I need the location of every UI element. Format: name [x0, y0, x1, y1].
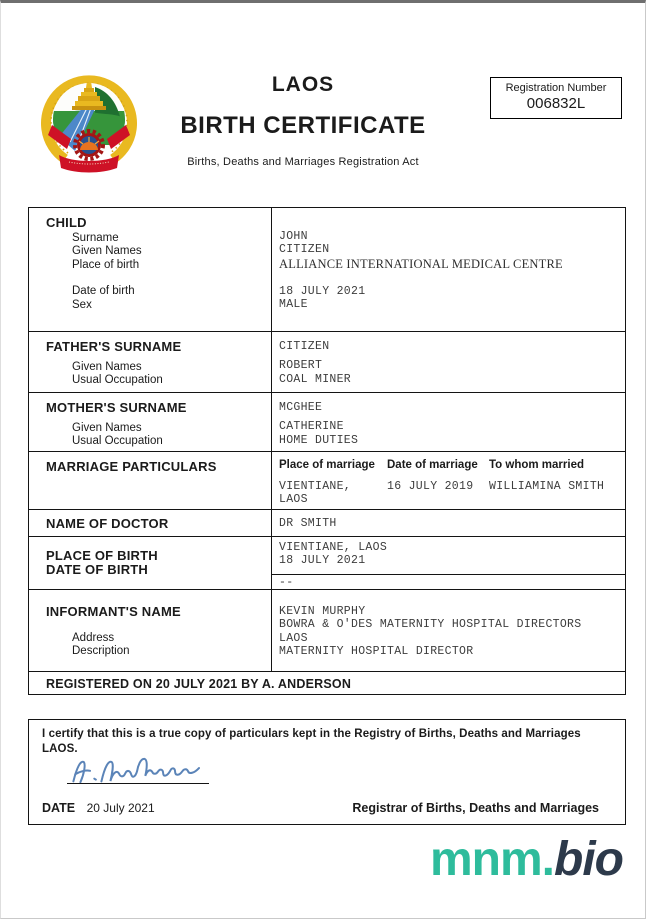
marriage-date-value: 16 JULY 2019: [387, 480, 474, 493]
child-place-of-birth-value: ALLIANCE INTERNATIONAL MEDICAL CENTRE: [279, 256, 563, 271]
country-title: LAOS: [271, 73, 335, 96]
marriage-date-label: Date of marriage: [387, 459, 478, 471]
brand-suffix: bio: [554, 833, 623, 886]
marriage-place-label: Place of marriage: [279, 459, 375, 471]
child-given-names-value: CITIZEN: [279, 243, 330, 257]
father-occupation-label: Usual Occupation: [72, 374, 163, 387]
marriage-section-title: MARRIAGE PARTICULARS: [46, 459, 217, 474]
doctor-name-value: DR SMITH: [279, 517, 337, 530]
mother-occupation-value: HOME DUTIES: [279, 433, 359, 447]
father-given-names-label: Given Names: [72, 361, 142, 373]
registrar-title: Registrar of Births, Deaths and Marriages: [352, 801, 599, 815]
certification-statement-line1: I certify that this is a true copy of particulars kept in the Registry of Births, Deaths and Marriages: [42, 728, 581, 740]
registration-number-box: [490, 77, 622, 119]
birth-place-value: VIENTIANE, LAOS: [279, 541, 388, 554]
mother-given-names-label: Given Names: [72, 422, 142, 434]
row-marriage: [29, 451, 625, 509]
certificate-title: BIRTH CERTIFICATE: [180, 112, 426, 139]
signature-underline: [67, 783, 209, 784]
cert-date-value: 20 July 2021: [86, 801, 155, 815]
child-given-names-label: Given Names: [72, 245, 142, 258]
child-date-of-birth-value: 18 JULY 2021: [279, 284, 366, 298]
informant-description-label: Description: [72, 645, 130, 658]
row-child: [29, 208, 625, 331]
doctor-section-title: NAME OF DOCTOR: [46, 516, 169, 531]
row-mother: [29, 392, 625, 451]
brand-watermark: [430, 832, 623, 887]
marriage-place-value: VIENTIANE, LAOS: [279, 480, 352, 507]
header-titles: [101, 73, 505, 168]
registration-number-label: Registration Number: [505, 82, 607, 94]
child-surname-label: Surname: [72, 232, 119, 244]
child-date-of-birth-label: Date of birth: [72, 285, 135, 298]
cert-date-label: DATE: [42, 801, 76, 815]
child-section-title: CHILD: [46, 215, 87, 230]
marriage-spouse-label: To whom married: [489, 459, 584, 471]
informant-section-title: INFORMANT'S NAME: [46, 604, 181, 619]
row-birth-details: [29, 536, 625, 589]
father-section-title: FATHER'S SURNAME: [46, 339, 182, 354]
child-sex-label: Sex: [72, 298, 92, 311]
mother-occupation-label: Usual Occupation: [72, 435, 163, 448]
row-informant: [29, 589, 625, 671]
father-occupation-value: COAL MINER: [279, 372, 352, 386]
certification-statement-line2: LAOS.: [42, 743, 78, 755]
father-surname-value: CITIZEN: [279, 340, 330, 353]
birth-date-value: 18 JULY 2021: [279, 554, 366, 568]
row-registered: REGISTERED ON 20 JULY 2021 BY A. ANDERSON: [29, 671, 625, 694]
row-doctor: [29, 509, 625, 536]
informant-address-value: LAOS: [279, 631, 308, 645]
informant-name-value: KEVIN MURPHY: [279, 605, 366, 618]
row-father: [29, 331, 625, 392]
mother-section-title: MOTHER'S SURNAME: [46, 400, 187, 415]
father-given-names-value: ROBERT: [279, 359, 323, 373]
child-place-of-birth-label: Place of birth: [72, 258, 140, 271]
marriage-spouse-value: WILLIAMINA SMITH: [489, 480, 605, 493]
act-subtitle: Births, Deaths and Marriages Registration Act: [187, 156, 419, 168]
child-surname-value: JOHN: [279, 230, 308, 243]
child-sex-value: MALE: [279, 298, 308, 312]
birth-place-label: PLACE OF BIRTH: [46, 548, 158, 563]
brand-prefix: mnm.: [430, 833, 555, 886]
informant-organisation-value: BOWRA & O'DES MATERNITY HOSPITAL DIRECTORS: [279, 618, 582, 632]
mother-surname-value: MCGHEE: [279, 401, 323, 414]
certificate-table: [28, 207, 626, 695]
informant-address-label: Address: [72, 632, 115, 644]
certification-box: [28, 719, 626, 825]
informant-description-value: MATERNITY HOSPITAL DIRECTOR: [279, 645, 474, 659]
mother-given-names-value: CATHERINE: [279, 420, 344, 434]
birth-extra-value: --: [279, 575, 294, 589]
registration-number-value: 006832L: [526, 95, 586, 112]
birth-date-label: DATE OF BIRTH: [46, 562, 149, 577]
